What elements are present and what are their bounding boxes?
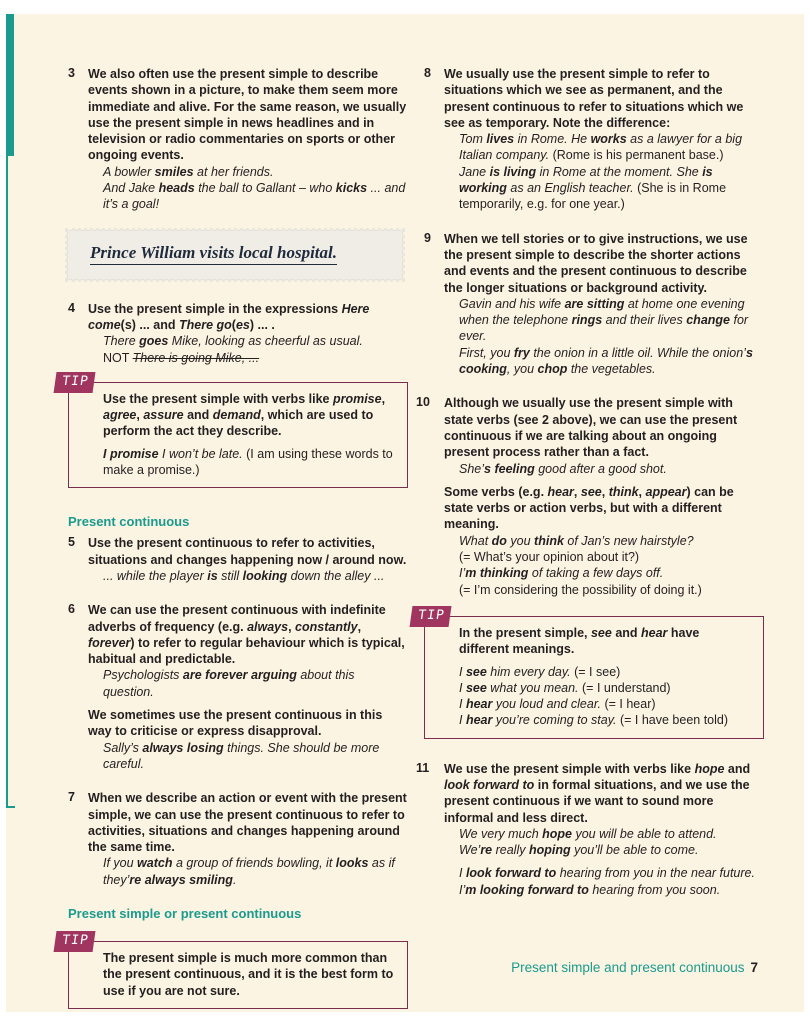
tip-example: I promise I won’t be late. (I am using these words to make a promise.) [103,446,393,478]
example: She’s feeling good after a good shot. [459,461,667,476]
rule-5 [68,535,408,584]
rule-9 [424,231,764,378]
headline-text: Prince William visits local hospital. [90,243,337,265]
example: ... while the player is still looking down the alley ... [103,568,385,583]
rule-text: We usually use the present simple to refer to situations which we see as permanent, and the present continuous to refer to situations which we see as temporary. Note the difference: [444,67,744,130]
example: There goes Mike, looking as cheerful as usual. [103,334,363,349]
rule-text: We also often use the present simple to describe events shown in a picture, to make them seem more immediate and alive. For the same reason, we usually use the present simple in news headlines and in television or radio commentaries on sports or other ongoing events. [88,67,407,163]
rule-text: Use the present simple in the expressions Here come(s) ... and There go(es) ... . [88,301,370,332]
newspaper-headline-clipping [68,231,402,279]
tip-text: Use the present simple with verbs like promise, agree, assure and demand, which are used to perform the act they describe. [103,391,386,439]
example: Tom lives in Rome. He works as a lawyer for a big Italian company. (Rome is his permanent base.) [459,132,743,163]
footer-title: Present simple and present continuous [511,960,745,975]
example: Jane is living in Rome at the moment. She is working as an English teacher. (She is in Rome temporarily, e.g. for one year.) [459,164,727,212]
tip-box-common [61,932,408,1009]
example: We very much hope you will be able to attend. [459,826,717,841]
example: I’m thinking of taking a few days off. [459,566,664,581]
rule-number: 7 [68,790,75,805]
example: Sally’s always losing things. She should be more careful. [103,740,380,771]
tip-example: I hear you’re coming to stay. (= I have been told) [459,713,729,728]
example: And Jake heads the ball to Gallant – who kicks ... and it’s a goal! [103,181,406,212]
rule-number: 8 [424,66,431,80]
example: What do you think of Jan’s new hairstyle? [459,533,694,548]
rule-10 [416,395,764,598]
example: If you watch a group of friends bowling, it looks as if they’re always smiling. [103,856,395,887]
tip-label: TIP [410,606,452,627]
rule-text: When we describe an action or event with the present simple, we can use the present continuous to refer to activities, situations and changes happening around the same time. [88,791,407,855]
rule-number: 11 [416,760,430,775]
tip-example: I see what you mean. (= I understand) [459,680,671,695]
section-heading-ps-or-pc: Present simple or present continuous [68,905,302,921]
tip-text: The present simple is much more common than the present continuous, and it is the best form to use if you are not sure. [103,950,394,998]
tip-example: I hear you loud and clear. (= I hear) [459,697,656,712]
example: NOT There is going Mike, ... [103,350,260,365]
rule-number: 9 [424,230,431,245]
tip-box-promise [61,373,408,488]
section-heading-present-continuous: Present continuous [68,514,190,530]
rule-11 [416,760,764,898]
rule-text: We sometimes use the present continuous in this way to criticise or express disapproval. [88,708,383,739]
example: Gavin and his wife are sitting at home one evening when the telephone rings and their lives change for ever. [459,296,749,344]
example: Psychologists are forever arguing about this question. [103,668,355,699]
rule-8 [424,66,764,213]
rule-number: 6 [68,602,75,617]
tip-box-see-hear [417,607,764,739]
rule-text: Use the present continuous to refer to activities, situations and changes happening now / around now. [88,536,407,567]
tip-label: TIP [54,931,96,952]
example: A bowler smiles at her friends. [103,164,274,179]
example: I’m looking forward to hearing from you soon. [459,882,721,897]
page-number: 7 [750,960,758,975]
rule-3 [68,66,408,213]
tip-label: TIP [54,372,96,393]
rule-text: We use the present simple with verbs like hope and look forward to in formal situations, and we use the present continuous if we want to sound more informal and less direct. [444,761,751,825]
tip-example: I see him every day. (= I see) [459,664,621,679]
rule-7 [68,790,408,888]
rule-text: We can use the present continuous with indefinite adverbs of frequency (e.g. always, constantly, forever) to refer to regular behaviour which is typical, habitual and predictable. [88,603,405,667]
rule-4 [68,301,408,366]
tip-text: In the present simple, see and hear have different meanings. [459,625,700,657]
example-gloss: (= What’s your opinion about it?) [459,550,640,565]
rule-text: When we tell stories or to give instructions, we use the present simple to describe the shorter actions and events and the present continuous to describe the longer situations or background activity. [444,231,748,295]
example: I look forward to hearing from you in the near future. [459,866,755,881]
example: We’re really hoping you’ll be able to come. [459,843,699,858]
example: First, you fry the onion in a little oil. While the onion’s cooking, you chop the vegetables. [459,345,753,377]
rule-number: 4 [68,300,75,315]
rule-text: Some verbs (e.g. hear, see, think, appear) can be state verbs or action verbs, but with a different meaning. [444,484,734,532]
rule-number: 3 [68,66,75,80]
right-column [416,66,764,916]
chapter-margin-line [6,156,8,808]
rule-number: 5 [68,535,75,550]
rule-number: 10 [416,395,430,410]
rule-text: Although we usually use the present simple with state verbs (see 2 above), we can use the present continuous if we are talking about an ongoing present process rather than a fact. [444,396,738,460]
example-gloss: (= I’m considering the possibility of doing it.) [459,582,702,597]
page-footer [511,960,758,975]
rule-6 [68,602,408,772]
left-column [61,66,408,1009]
chapter-tab-bar [6,14,14,156]
